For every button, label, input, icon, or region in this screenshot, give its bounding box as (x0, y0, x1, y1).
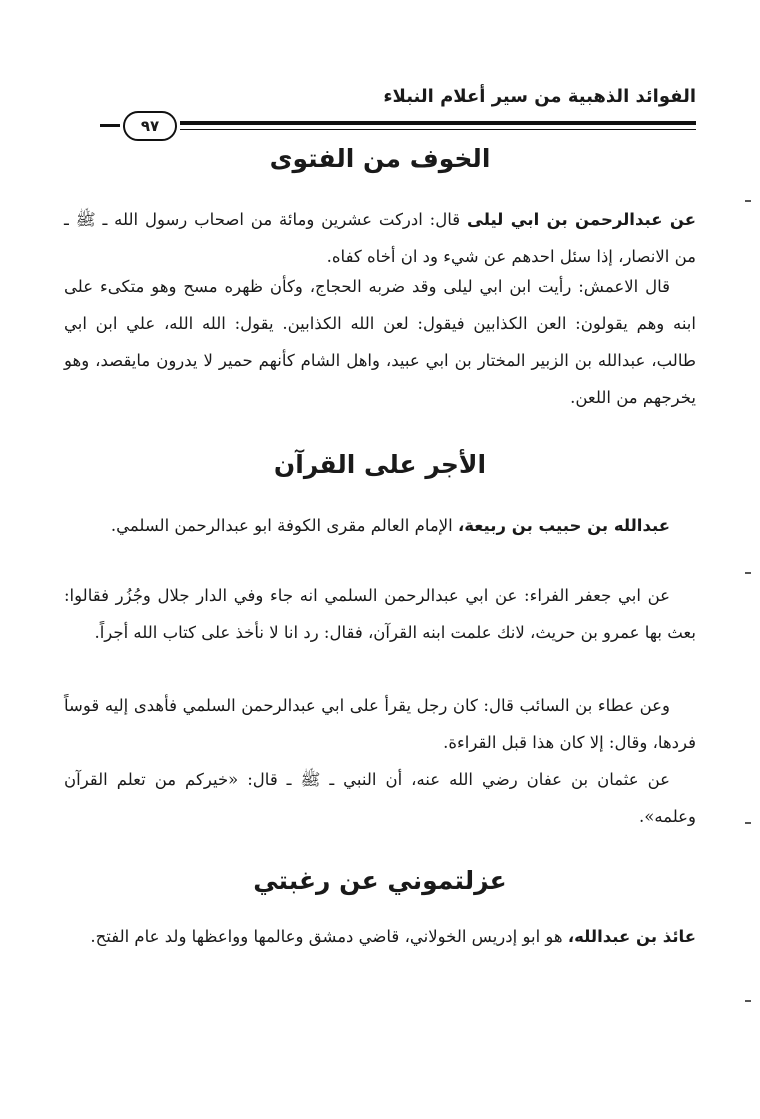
running-title: الفوائد الذهبية من سير أعلام النبلاء (383, 86, 696, 107)
paragraph-text: الإمام العالم مقرى الكوفة ابو عبدالرحمن السلمي. (110, 516, 458, 535)
section-heading: الأجر على القرآن (273, 450, 487, 479)
margin-mark (745, 1000, 751, 1002)
margin-mark (745, 200, 751, 202)
paragraph-text: عن عثمان بن عفان رضي الله عنه، أن النبي ـ ﷺ ـ قال: «خيركم من تعلم القرآن وعلمه». (64, 770, 696, 826)
page-number: ٩٧ (123, 111, 177, 141)
paragraph (64, 577, 696, 651)
paragraph-text: عن ابي جعفر الفراء: عن ابي عبدالرحمن السلمي انه جاء وفي الدار جلال وجُزُر فقالوا: بعث بها عمرو بن حريث، لانك علمت ابنه القرآن، فقال: رد انا لا نأخذ على كتاب الله أجراً. (64, 586, 696, 642)
paragraph (64, 918, 696, 955)
margin-mark (745, 572, 751, 574)
paragraph-lead: عبدالله بن حبيب بن ربيعة، (457, 516, 670, 535)
paragraph (64, 268, 696, 416)
paragraph (64, 687, 696, 761)
paragraph (64, 761, 696, 835)
section-heading: عزلتموني عن رغبتي (253, 866, 507, 895)
header-dash (100, 124, 120, 127)
header-rule (180, 121, 696, 125)
margin-mark (745, 822, 751, 824)
header-rule-thin (180, 129, 696, 130)
paragraph (64, 201, 696, 275)
paragraph-text: قال: ادركت عشرين ومائة من اصحاب رسول الله ـ ﷺ ـ من الانصار، إذا سئل احدهم عن شيء ود ان أخاه كفاه. (64, 210, 696, 266)
paragraph-text: قال الاعمش: رأيت ابن ابي ليلى وقد ضربه الحجاج، وكأن ظهره مسح وهو متكىء على ابنه وهم يقولون: العن الكذابين فيقول: لعن الله الكذابين. يقول: الله الله، علي ابن ابي طالب، عبدالله بن الزبير المختار بن ابي عبيد، واهل الشام كأنهم حمير لا يدرون مايقصد، وهو يخرجهم من اللعن. (64, 277, 696, 407)
paragraph-lead: عائذ بن عبدالله، (567, 927, 696, 946)
paragraph-text: وعن عطاء بن السائب قال: كان رجل يقرأ على ابي عبدالرحمن السلمي فأهدى إليه قوساً فردها، وقال: إلا كان هذا قبل القراءة. (64, 696, 696, 752)
section-heading: الخوف من الفتوى (269, 144, 491, 173)
paragraph (64, 507, 696, 544)
paragraph-text: هو ابو إدريس الخولاني، قاضي دمشق وعالمها وواعظها ولد عام الفتح. (90, 927, 568, 946)
paragraph-lead: عن عبدالرحمن بن ابي ليلى (467, 210, 696, 229)
